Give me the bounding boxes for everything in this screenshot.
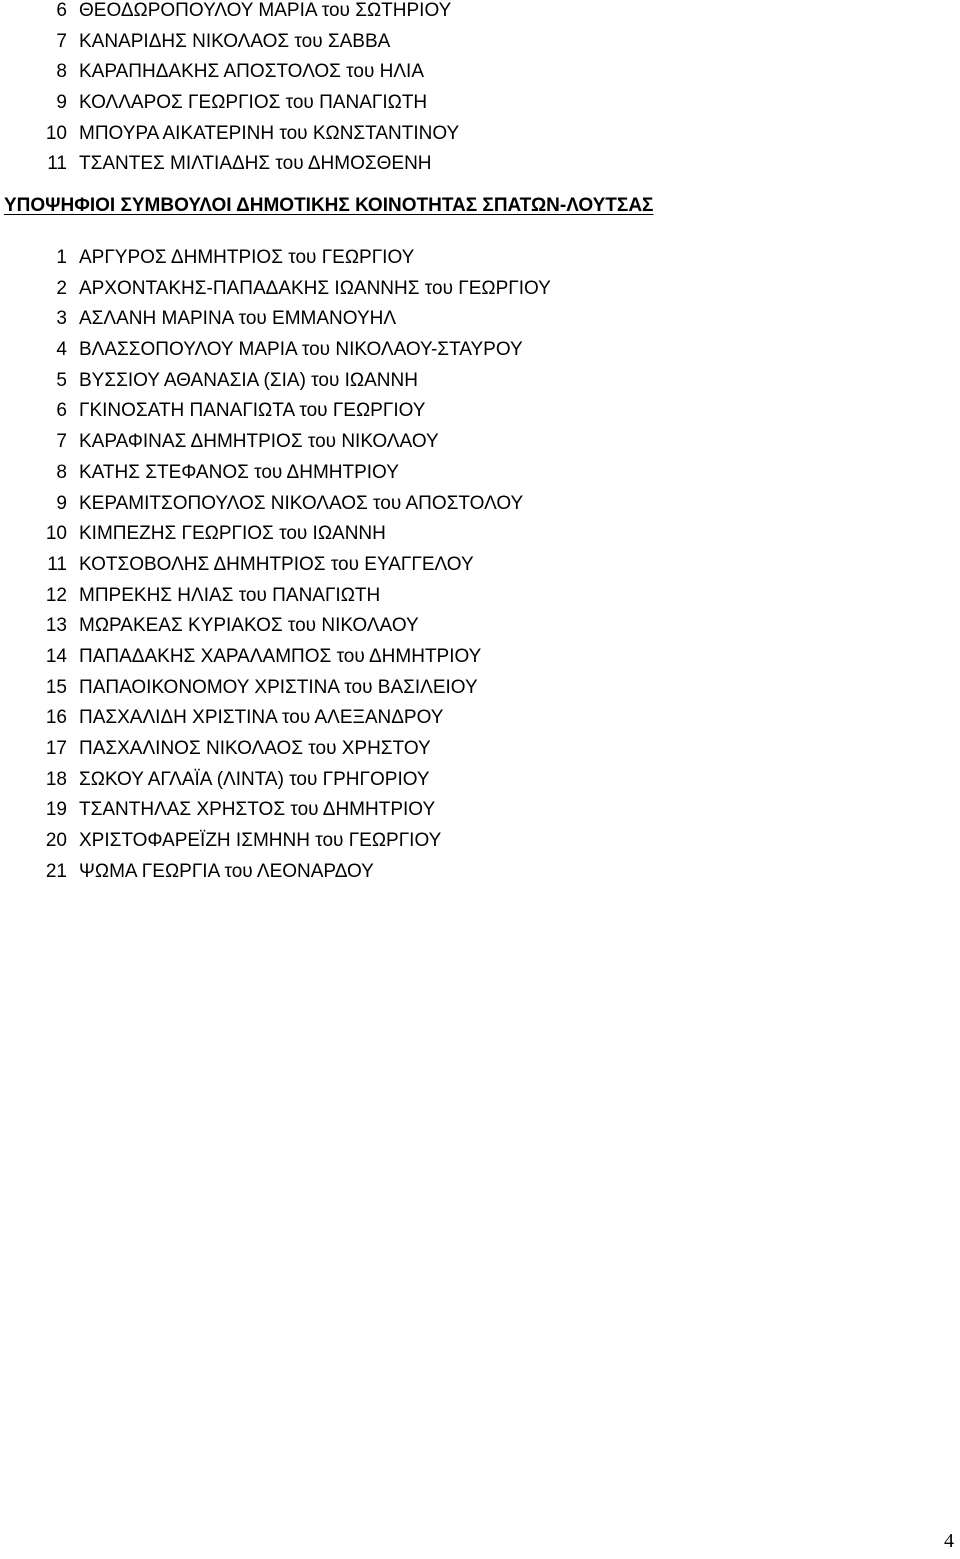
- item-name: ΤΣΑΝΤΗΛΑΣ ΧΡΗΣΤΟΣ του ΔΗΜΗΤΡΙΟΥ: [79, 799, 436, 821]
- list-item: [0, 673, 960, 704]
- list-item: [0, 119, 960, 150]
- item-name: ΚΑΤΗΣ ΣΤΕΦΑΝΟΣ του ΔΗΜΗΤΡΙΟΥ: [79, 461, 399, 483]
- list-item: [0, 734, 960, 765]
- item-number: 10: [45, 523, 67, 545]
- item-number: 5: [56, 369, 67, 391]
- item-number: 15: [45, 676, 67, 698]
- list-item: [0, 304, 960, 335]
- list-item: [0, 0, 960, 27]
- item-name: ΑΡΓΥΡΟΣ ΔΗΜΗΤΡΙΟΣ του ΓΕΩΡΓΙΟΥ: [79, 247, 415, 268]
- list-item: [0, 274, 960, 305]
- item-name: ΓΚΙΝΟΣΑΤΗ ΠΑΝΑΓΙΩΤΑ του ΓΕΩΡΓΙΟΥ: [79, 400, 426, 422]
- item-number: 8: [56, 61, 67, 83]
- item-number: 2: [56, 277, 67, 299]
- item-name: ΚΟΛΛΑΡΟΣ ΓΕΩΡΓΙΟΣ του ΠΑΝΑΓΙΩΤΗ: [79, 92, 428, 114]
- item-name: ΚΑΡΑΦΙΝΑΣ ΔΗΜΗΤΡΙΟΣ του ΝΙΚΟΛΑΟΥ: [79, 431, 439, 453]
- list-item: [0, 765, 960, 796]
- item-number: 20: [45, 830, 67, 852]
- list-item: [0, 489, 960, 520]
- item-number: 4: [56, 339, 67, 361]
- list-item: [0, 795, 960, 826]
- previous-list-continuation: [0, 0, 960, 180]
- list-item: [0, 57, 960, 88]
- list-item: [0, 581, 960, 612]
- item-name: ΣΩΚΟΥ ΑΓΛΑΪΑ (ΛΙΝΤΑ) του ΓΡΗΓΟΡΙΟΥ: [79, 768, 430, 790]
- list-item: [0, 396, 960, 427]
- item-name: ΠΑΣΧΑΛΙΔΗ ΧΡΙΣΤΙΝΑ του ΑΛΕΞΑΝΔΡΟΥ: [79, 707, 444, 729]
- item-number: 10: [45, 122, 67, 144]
- item-number: 16: [45, 707, 67, 729]
- item-number: 18: [45, 768, 67, 790]
- item-number: 17: [45, 738, 67, 759]
- item-number: 19: [45, 799, 67, 821]
- item-number: 11: [47, 153, 67, 175]
- item-number: 6: [56, 400, 67, 422]
- item-name: ΒΥΣΣΙΟΥ ΑΘΑΝΑΣΙΑ (ΣΙΑ) του ΙΩΑΝΝΗ: [79, 369, 418, 391]
- item-name: ΑΣΛΑΝΗ ΜΑΡΙΝΑ του ΕΜΜΑΝΟΥΗΛ: [79, 308, 397, 330]
- list-item: [0, 243, 960, 274]
- list-item: [0, 88, 960, 119]
- list-item: [0, 857, 960, 888]
- item-name: ΨΩΜΑ ΓΕΩΡΓΙΑ του ΛΕΟΝΑΡΔΟΥ: [79, 860, 374, 882]
- list-item: [0, 826, 960, 857]
- list-item: [0, 427, 960, 458]
- item-number: 6: [56, 0, 67, 21]
- item-number: 1: [56, 247, 67, 268]
- item-name: ΤΣΑΝΤΕΣ ΜΙΛΤΙΑΔΗΣ του ΔΗΜΟΣΘΕΝΗ: [79, 153, 432, 175]
- item-number: 9: [56, 492, 67, 514]
- item-number: 3: [56, 308, 67, 330]
- item-name: ΜΠΟΥΡΑ ΑΙΚΑΤΕΡΙΝΗ του ΚΩΝΣΤΑΝΤΙΝΟΥ: [79, 122, 460, 144]
- item-name: ΒΛΑΣΣΟΠΟΥΛΟΥ ΜΑΡΙΑ του ΝΙΚΟΛΑΟΥ-ΣΤΑΥΡΟΥ: [79, 339, 523, 361]
- list-item: [0, 335, 960, 366]
- item-name: ΚΑΡΑΠΗΔΑΚΗΣ ΑΠΟΣΤΟΛΟΣ του ΗΛΙΑ: [79, 61, 425, 83]
- candidate-list: [0, 243, 960, 887]
- item-name: ΠΑΠΑΟΙΚΟΝΟΜΟΥ ΧΡΙΣΤΙΝΑ του ΒΑΣΙΛΕΙΟΥ: [79, 676, 478, 698]
- item-name: ΧΡΙΣΤΟΦΑΡΕΪΖΗ ΙΣΜΗΝΗ του ΓΕΩΡΓΙΟΥ: [79, 830, 442, 852]
- list-item: [0, 703, 960, 734]
- page-number: 4: [944, 1530, 954, 1552]
- item-number: 11: [47, 553, 67, 575]
- list-item: [0, 519, 960, 550]
- item-number: 14: [45, 645, 67, 667]
- item-name: ΜΩΡΑΚΕΑΣ ΚΥΡΙΑΚΟΣ του ΝΙΚΟΛΑΟΥ: [79, 615, 419, 637]
- item-name: ΜΠΡΕΚΗΣ ΗΛΙΑΣ του ΠΑΝΑΓΙΩΤΗ: [79, 584, 381, 606]
- list-item: [0, 27, 960, 58]
- item-number: 7: [56, 431, 67, 453]
- item-number: 8: [56, 461, 67, 483]
- item-name: ΚΕΡΑΜΙΤΣΟΠΟΥΛΟΣ ΝΙΚΟΛΑΟΣ του ΑΠΟΣΤΟΛΟΥ: [79, 492, 524, 514]
- item-number: 9: [56, 92, 67, 114]
- list-item: [0, 642, 960, 673]
- item-number: 13: [45, 615, 67, 637]
- list-item: [0, 458, 960, 489]
- item-name: ΘΕΟΔΩΡΟΠΟΥΛΟΥ ΜΑΡΙΑ του ΣΩΤΗΡΙΟΥ: [79, 0, 452, 21]
- item-name: ΠΑΠΑΔΑΚΗΣ ΧΑΡΑΛΑΜΠΟΣ του ΔΗΜΗΤΡΙΟΥ: [79, 645, 482, 667]
- item-name: ΚΙΜΠΕΖΗΣ ΓΕΩΡΓΙΟΣ του ΙΩΑΝΝΗ: [79, 523, 386, 545]
- item-number: 12: [45, 584, 67, 606]
- item-number: 7: [56, 30, 67, 52]
- list-item: [0, 611, 960, 642]
- item-name: ΚΟΤΣΟΒΟΛΗΣ ΔΗΜΗΤΡΙΟΣ του ΕΥΑΓΓΕΛΟΥ: [79, 553, 474, 575]
- list-item: [0, 149, 960, 180]
- list-item: [0, 550, 960, 581]
- item-number: 21: [45, 860, 67, 882]
- section-title: ΥΠΟΨΗΦΙΟΙ ΣΥΜΒΟΥΛΟΙ ΔΗΜΟΤΙΚΗΣ ΚΟΙΝΟΤΗΤΑΣ ΣΠΑΤΩΝ-ΛΟΥΤΣΑΣ: [4, 195, 654, 216]
- item-name: ΠΑΣΧΑΛΙΝΟΣ ΝΙΚΟΛΑΟΣ του ΧΡΗΣΤΟΥ: [79, 738, 431, 759]
- item-name: ΑΡΧΟΝΤΑΚΗΣ-ΠΑΠΑΔΑΚΗΣ ΙΩΑΝΝΗΣ του ΓΕΩΡΓΙΟΥ: [79, 277, 551, 299]
- list-item: [0, 366, 960, 397]
- item-name: ΚΑΝΑΡΙΔΗΣ ΝΙΚΟΛΑΟΣ του ΣΑΒΒΑ: [79, 30, 391, 52]
